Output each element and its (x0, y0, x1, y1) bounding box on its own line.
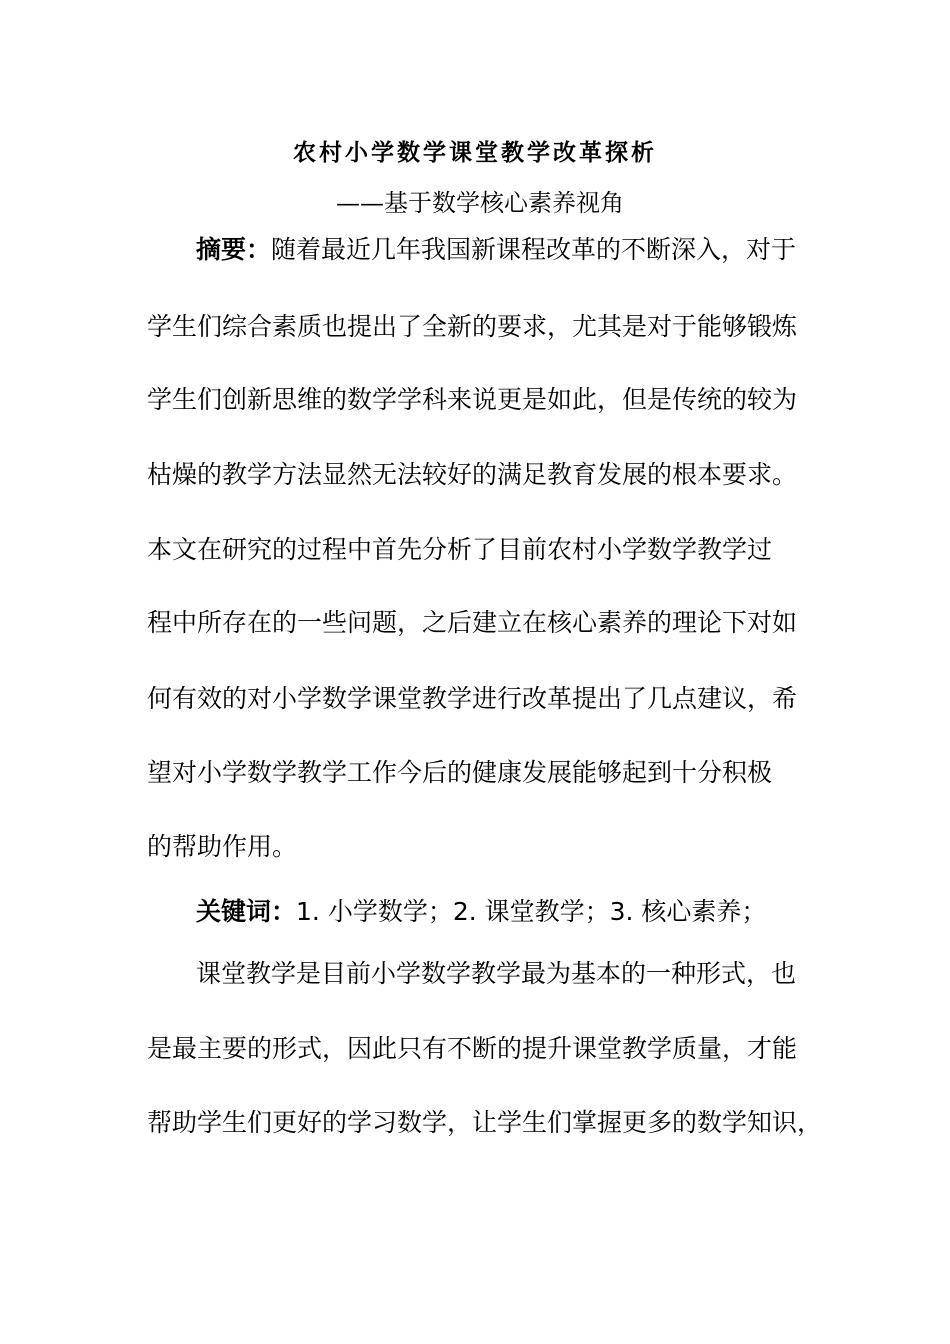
body-line: 是最主要的形式，因此只有不断的提升课堂教学质量，才能 (147, 1034, 798, 1063)
abstract-line: 的帮助作用。 (147, 832, 298, 861)
abstract-label: 摘要： (196, 235, 272, 264)
keywords-text: 1. 小学数学；2. 课堂教学；3. 核心素养； (296, 897, 767, 926)
abstract-line: 枯燥的教学方法显然无法较好的满足教育发展的根本要求。 (147, 460, 798, 489)
abstract-line: 何有效的对小学数学课堂教学进行改革提出了几点建议，希 (147, 684, 798, 713)
document-subtitle: ——基于数学核心素养视角 (336, 189, 624, 217)
body-line: 帮助学生们更好的学习数学，让学生们掌握更多的数学知识， (147, 1108, 823, 1137)
abstract-line: 程中所存在的一些问题，之后建立在核心素养的理论下对如 (147, 608, 798, 637)
abstract-line: 随着最近几年我国新课程改革的不断深入，对于 (271, 235, 797, 264)
keywords-line (196, 895, 876, 929)
abstract-line: 望对小学数学教学工作今后的健康发展能够起到十分积极 (147, 758, 773, 787)
abstract-first-line (196, 233, 876, 267)
abstract-line: 学生们创新思维的数学学科来说更是如此，但是传统的较为 (147, 385, 798, 414)
document-title: 农村小学数学课堂教学改革探析 (293, 139, 657, 166)
abstract-line: 学生们综合素质也提出了全新的要求，尤其是对于能够锻炼 (147, 312, 798, 341)
body-line: 课堂教学是目前小学数学教学最为基本的一种形式，也 (196, 959, 797, 988)
abstract-line: 本文在研究的过程中首先分析了目前农村小学数学教学过 (147, 535, 773, 564)
keywords-label: 关键词： (196, 897, 297, 926)
